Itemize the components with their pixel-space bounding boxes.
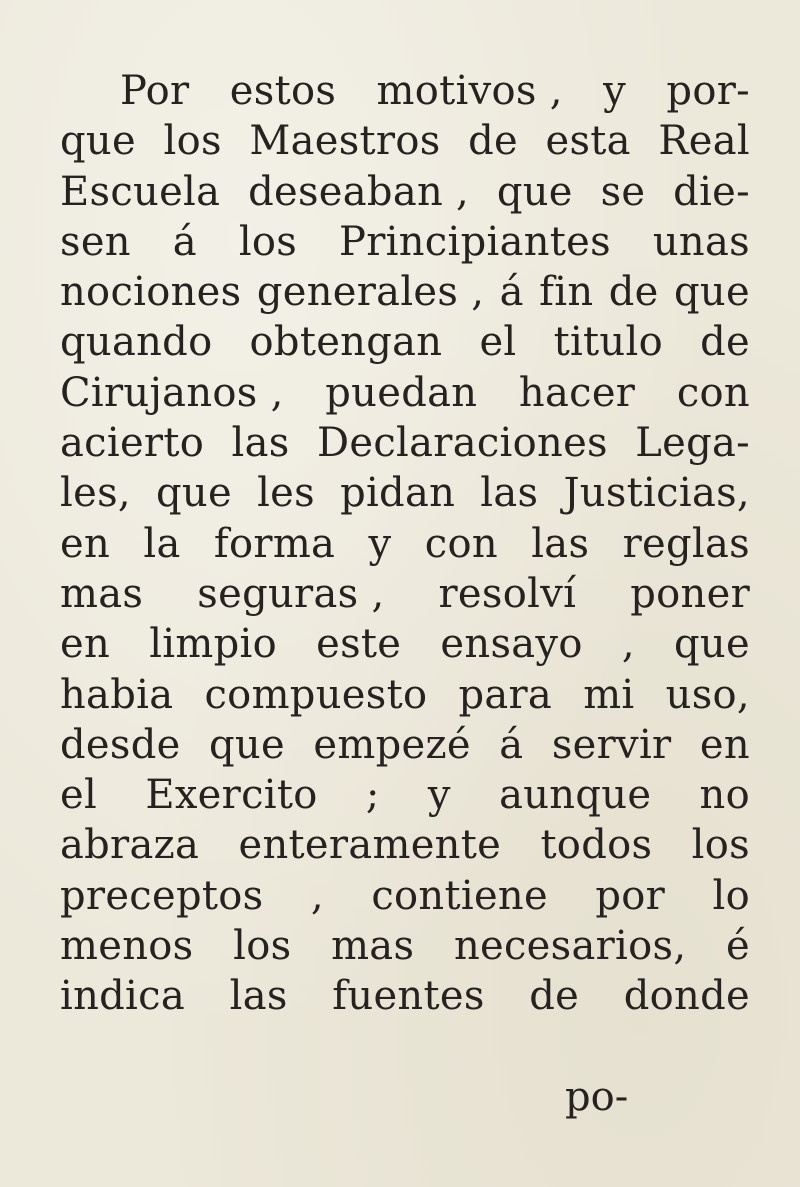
word: les [257, 470, 315, 517]
text-line [60, 820, 750, 870]
word: que [674, 621, 750, 668]
word: forma [213, 520, 336, 567]
word: todos [540, 822, 653, 869]
text-line [60, 418, 750, 468]
word: limpio [149, 621, 277, 668]
word: seguras , [197, 570, 385, 617]
word: enteramente [238, 822, 502, 869]
word: con [424, 520, 498, 567]
word: de [608, 269, 659, 316]
word: que [209, 721, 285, 768]
text-line [60, 670, 750, 720]
word: á [172, 218, 197, 265]
text-line [60, 871, 750, 921]
word: , [310, 872, 324, 919]
word: á [499, 721, 524, 768]
word: contiene [371, 872, 548, 919]
word: se [600, 168, 646, 215]
word: hacer [518, 369, 636, 416]
word: uso, [665, 671, 750, 718]
word: obtengan [249, 319, 443, 366]
word: é [726, 923, 750, 970]
word: no [699, 772, 750, 819]
word: die- [673, 168, 750, 215]
word: habia [60, 671, 174, 718]
text-line [60, 770, 750, 820]
word: nociones [60, 269, 242, 316]
word: para [458, 671, 553, 718]
word: menos [60, 923, 194, 970]
word: los [163, 118, 222, 165]
word: Maestros [249, 118, 441, 165]
word: Por [120, 68, 190, 114]
word: que [674, 269, 750, 316]
word: empezé [313, 721, 471, 768]
word: indica [60, 973, 186, 1020]
word: que [156, 470, 232, 517]
text-line [60, 66, 750, 116]
word: aunque [499, 772, 652, 819]
word: Lega- [635, 420, 750, 467]
word: reglas [622, 520, 750, 567]
word: lo [712, 872, 750, 919]
word: á [499, 269, 524, 316]
word: Declaraciones [316, 420, 608, 467]
paragraph [60, 66, 750, 1022]
word: unas [652, 218, 750, 265]
word: el [60, 772, 98, 819]
word: el [479, 319, 517, 366]
word: de [468, 118, 518, 165]
text-line [60, 267, 750, 317]
word: ; [365, 772, 380, 819]
word: y [603, 68, 627, 114]
word: poner [630, 570, 750, 617]
text-line [60, 519, 750, 569]
word: servir [551, 721, 672, 768]
word: Real [658, 118, 750, 165]
word: de [700, 319, 750, 366]
word: en [60, 520, 111, 567]
word: les, [60, 470, 131, 517]
word: sen [60, 218, 131, 265]
word: fin [539, 269, 594, 316]
word: con [676, 369, 750, 416]
text-line [60, 317, 750, 367]
word: y [368, 520, 392, 567]
word: en [699, 721, 750, 768]
word: por- [666, 68, 750, 114]
word: Escuela [60, 168, 221, 215]
text-line [60, 368, 750, 418]
word: desde [60, 721, 181, 768]
word: y [427, 772, 451, 819]
word: esta [545, 118, 631, 165]
word: pidan [340, 470, 456, 517]
word: ensayo [440, 621, 583, 668]
word: los [238, 218, 298, 265]
word: Exercito [145, 772, 318, 819]
text-line [60, 217, 750, 267]
word: quando [60, 319, 213, 366]
word: Principiantes [339, 218, 611, 265]
text-line [60, 921, 750, 971]
word: Cirujanos , [60, 369, 284, 416]
word: de [529, 973, 580, 1020]
word: fuentes [332, 973, 485, 1020]
word: este [316, 621, 402, 668]
text-line [60, 971, 750, 1021]
word: deseaban , [248, 168, 470, 215]
text-line [60, 619, 750, 669]
word: los [233, 923, 292, 970]
word: resolví [438, 570, 577, 617]
word: los [691, 822, 750, 869]
text-line [60, 720, 750, 770]
word: titulo [553, 319, 663, 366]
word: estos [229, 68, 337, 114]
text-line [60, 116, 750, 166]
word: por [595, 872, 666, 919]
word: la [143, 520, 181, 567]
word: que [60, 118, 136, 165]
word: mas [60, 570, 144, 617]
word: preceptos [60, 872, 264, 919]
word: que [496, 168, 573, 215]
word: las [231, 420, 290, 467]
word: donde [623, 973, 750, 1020]
word: generales , [256, 269, 485, 316]
word: las [480, 470, 539, 517]
word: abraza [60, 822, 200, 869]
word: las [531, 520, 590, 567]
word: compuesto [204, 671, 428, 718]
word: mas [331, 923, 415, 970]
word: Justicias, [563, 470, 750, 517]
text-line [60, 167, 750, 217]
word: , [621, 621, 635, 668]
word: motivos , [376, 68, 563, 114]
word: mi [583, 671, 635, 718]
text-line [60, 468, 750, 518]
catchword: po- [565, 1074, 629, 1120]
word: las [229, 973, 288, 1020]
word: acierto [60, 420, 205, 467]
text-line [60, 569, 750, 619]
word: necesarios, [453, 923, 687, 970]
word: en [60, 621, 111, 668]
word: puedan [325, 369, 478, 416]
